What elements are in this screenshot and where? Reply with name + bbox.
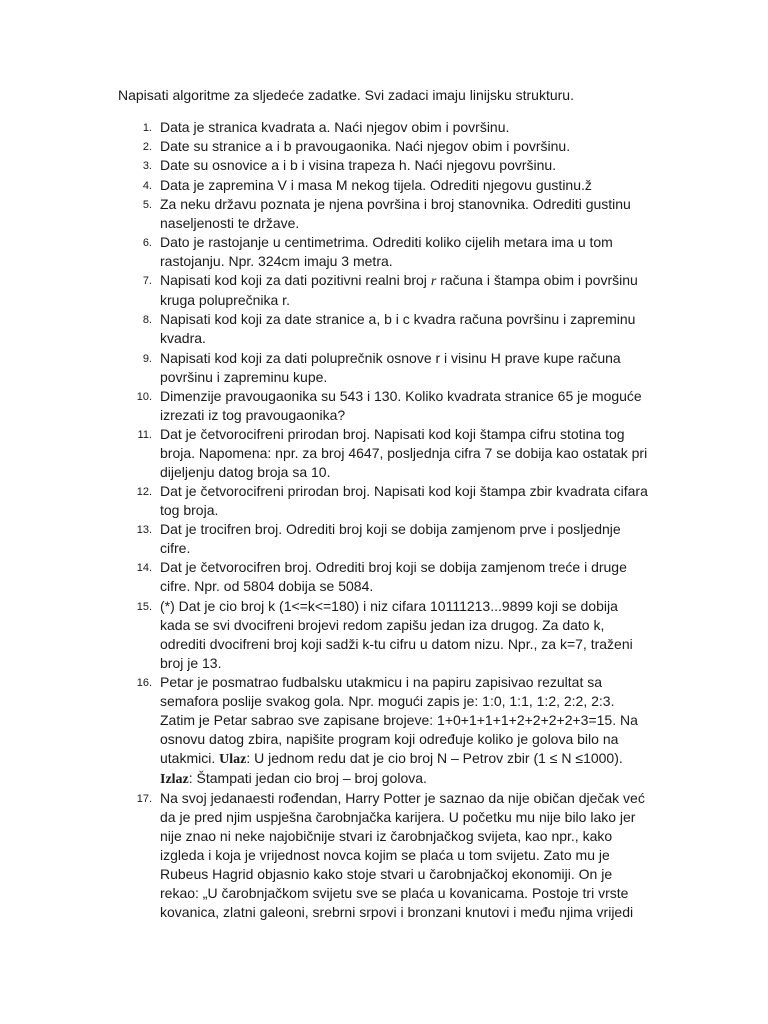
task-list xyxy=(0,118,768,922)
task-item-4 xyxy=(0,176,650,195)
task-number: 11. xyxy=(137,428,152,441)
task-text: Data je stranica kvadrata a. Naći njegov obim i površinu. xyxy=(160,119,510,135)
task-text: Dat je četvorocifreni prirodan broj. Napisati kod koji štampa cifru stotina tog broja. Napomena: npr. za broj 4647, posljednja cifra 7 se dobija kao ostatak pri dijeljenju datog broja sa 10. xyxy=(160,425,648,480)
task-text: Napisati kod koji za dati poluprečnik osnove r i visinu H prave kupe računa površinu i zapreminu kupe. xyxy=(160,349,621,385)
task-number: 10. xyxy=(136,390,152,403)
task-item-6 xyxy=(0,233,650,271)
task-item-14 xyxy=(0,558,650,596)
task-text-part: : U jednom redu dat je cio broj N – Petrov zbir (1 ≤ N ≤1000). xyxy=(246,749,623,766)
task-text xyxy=(160,271,650,310)
task-text: Za neku državu poznata je njena površina i broj stanovnika. Odrediti gustinu naseljenosti te države. xyxy=(160,195,631,231)
task-number: 16. xyxy=(136,676,152,689)
task-item-3 xyxy=(0,156,650,175)
task-item-12 xyxy=(0,482,650,520)
task-item-9 xyxy=(0,349,650,387)
task-number: 4. xyxy=(142,179,152,192)
task-text-part: Napisati kod koji za dati pozitivni realni broj xyxy=(160,272,431,289)
task-text: Napisati kod koji za date stranice a, b i c kvadra računa površinu i zapreminu kvadra. xyxy=(160,311,636,347)
task-text xyxy=(160,673,650,789)
task-item-5 xyxy=(0,195,650,233)
task-number: 9. xyxy=(142,352,152,365)
task-number: 12. xyxy=(136,486,152,499)
task-text: Dat je trocifren broj. Odrediti broj koji se dobija zamjenom prve i posljednje cifre. xyxy=(160,521,621,557)
output-label: Izlaz xyxy=(160,771,189,787)
task-text: Dato je rastojanje u centimetrima. Odrediti koliko cijelih metara ima u tom rastojanju. Npr. 324cm imaju 3 metra. xyxy=(160,233,613,269)
task-item-7 xyxy=(0,271,650,310)
task-number: 3. xyxy=(142,160,152,173)
task-item-15 xyxy=(0,597,650,673)
task-text-part: računa i štampa obim i površinu kruga poluprečnika r. xyxy=(160,272,638,309)
task-number: 7. xyxy=(142,275,152,288)
task-text: Dimenzije pravougaonika su 543 i 130. Koliko kvadrata stranice 65 je moguće izrezati iz tog pravougaonika? xyxy=(160,387,642,423)
task-item-17 xyxy=(0,789,650,922)
task-number: 17. xyxy=(136,793,152,805)
variable-r: r xyxy=(430,274,437,290)
intro-text: Napisati algoritme za sljedeće zadatke. Svi zadaci imaju linijsku strukturu. xyxy=(118,87,574,103)
task-number: 14. xyxy=(136,562,152,575)
task-text: Data je zapremina V i masa M nekog tijela. Odrediti njegovu gustinu.ž xyxy=(160,176,592,193)
task-text-part: Petar je posmatrao fudbalsku utakmicu i na papiru zapisivao rezultat sa semafora poslije svakog gola. Npr. mogući zapis je: 1:0, 1:1, 1:2, 2:2, 2:3. Zatim je Petar sabrao sve zapisane brojeve: 1+0+1+1+1+2+2+2+2+3=15. Na osnovu datog zbira, napišite program koji određuje koliko je golova bilo na utakmici. xyxy=(160,673,638,766)
task-number: 8. xyxy=(142,314,152,327)
task-item-2 xyxy=(0,137,650,156)
task-item-11 xyxy=(0,425,650,482)
task-item-10 xyxy=(0,387,650,425)
input-label: Ulaz xyxy=(219,751,247,767)
task-number: 1. xyxy=(142,122,152,134)
task-number: 15. xyxy=(136,600,152,613)
task-number: 6. xyxy=(142,236,152,249)
task-number: 2. xyxy=(142,141,152,154)
task-text: (*) Dat je cio broj k (1<=k<=180) i niz cifara 10111213...9899 koji se dobija kada se svi dvocifreni brojevi redom zapišu jedan iza drugog. Za dato k, odrediti dvocifreni broj koji sadži k-tu cifru u datom nizu. Npr., za k=7, traženi broj je 13. xyxy=(160,597,633,671)
task-text: Date su stranice a i b pravougaonika. Naći njegov obim i površinu. xyxy=(160,138,571,155)
task-number: 5. xyxy=(142,198,152,211)
task-text: Na svoj jedanaesti rođendan, Harry Potter je saznao da nije običan dječak već da je pred njim uspješna čarobnjačka karijera. U početku mu nije bilo lako jer nije znao ni neke najobičnije stvari iz čarobnjačkog svijeta, kao npr., kako izgleda i koja je vrijednost novca kojim se plaća u tom svijetu. Zato mu je Rubeus Hagrid objasnio kako stoje stvari u čarobnjačkoj ekonomiji. On je rekao: „U čarobnjačkom svijetu sve se plaća u kovanicama. Postoje tri vrste kovanica, zlatni galeoni, srebrni srpovi i bronzani knutovi i među njima vrijedi xyxy=(160,790,645,920)
task-number: 13. xyxy=(136,524,152,537)
task-text: Dat je četvorocifren broj. Odrediti broj koji se dobija zamjenom treće i druge cifre. Npr. od 5804 dobija se 5084. xyxy=(160,559,627,595)
task-text: Date su osnovice a i b i visina trapeza h. Naći njegovu površinu. xyxy=(160,157,557,174)
task-item-13 xyxy=(0,520,650,558)
task-text: Dat je četvorocifreni prirodan broj. Napisati kod koji štampa zbir kvadrata cifara tog broja. xyxy=(160,483,648,519)
task-item-16 xyxy=(0,673,650,789)
task-text-part: : Štampati jedan cio broj – broj golova. xyxy=(188,769,427,786)
task-item-1 xyxy=(0,118,650,137)
task-item-8 xyxy=(0,310,650,348)
